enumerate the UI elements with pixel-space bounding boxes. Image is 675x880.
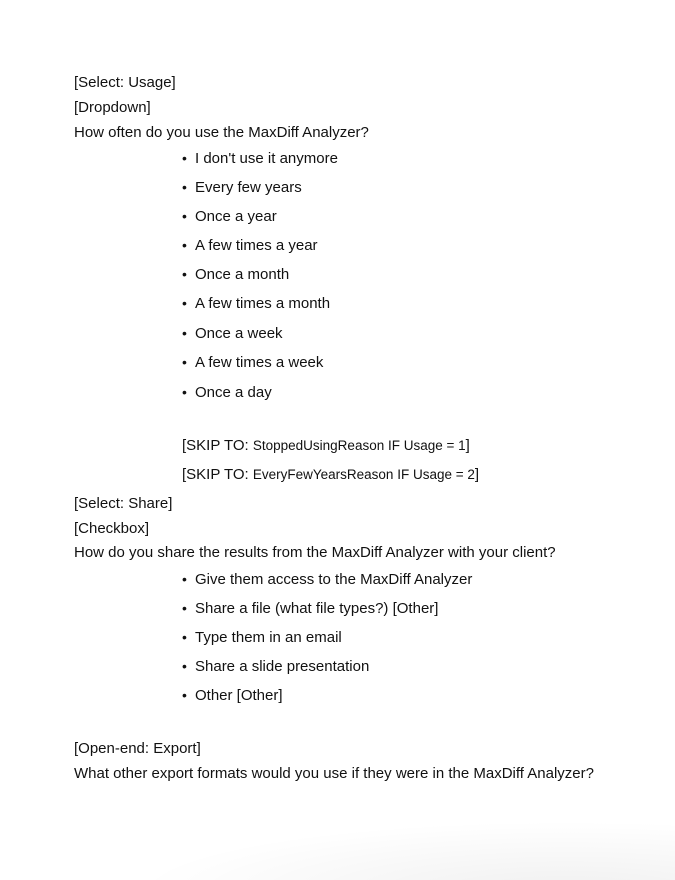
bullet-icon: •: [182, 571, 187, 587]
list-item: • Once a day: [182, 384, 272, 401]
export-tag: [Open-end: Export]: [74, 740, 201, 757]
list-item: • Share a slide presentation: [182, 658, 370, 675]
list-item: • Every few years: [182, 179, 302, 196]
list-item: • Once a month: [182, 266, 290, 283]
list-item: • Give them access to the MaxDiff Analyzer: [182, 571, 473, 588]
bullet-icon: •: [182, 237, 187, 253]
skip-logic-1: [SKIP TO: StoppedUsingReason IF Usage = 1]: [182, 437, 470, 454]
bullet-icon: •: [182, 179, 187, 195]
share-select-tag: [Select: Share]: [74, 495, 173, 512]
list-item: • Once a year: [182, 208, 277, 225]
bullet-icon: •: [182, 325, 187, 341]
list-item: • A few times a week: [182, 354, 324, 371]
list-item: • Type them in an email: [182, 629, 342, 646]
usage-select-tag: [Select: Usage]: [74, 74, 176, 91]
bullet-icon: •: [182, 295, 187, 311]
bullet-icon: •: [182, 384, 187, 400]
share-question: How do you share the results from the MaxDiff Analyzer with your client?: [74, 544, 556, 561]
bullet-icon: •: [182, 600, 187, 616]
share-type-tag: [Checkbox]: [74, 520, 150, 537]
bullet-icon: •: [182, 208, 187, 224]
export-question: What other export formats would you use if they were in the MaxDiff Analyzer?: [74, 765, 594, 782]
usage-type-tag: [Dropdown]: [74, 99, 151, 116]
list-item: • Other [Other]: [182, 687, 283, 704]
list-item: • A few times a year: [182, 237, 318, 254]
bullet-icon: •: [182, 354, 187, 370]
list-item: • Once a week: [182, 325, 283, 342]
usage-question: How often do you use the MaxDiff Analyzer?: [74, 124, 369, 141]
bullet-icon: •: [182, 150, 187, 166]
list-item: • I don't use it anymore: [182, 150, 338, 167]
bullet-icon: •: [182, 658, 187, 674]
list-item: • Share a file (what file types?) [Other]: [182, 600, 439, 617]
list-item: • A few times a month: [182, 295, 331, 312]
bullet-icon: •: [182, 687, 187, 703]
skip-logic-2: [SKIP TO: EveryFewYearsReason IF Usage = 2]: [182, 466, 480, 483]
page-shadow: [130, 820, 675, 880]
bullet-icon: •: [182, 266, 187, 282]
bullet-icon: •: [182, 629, 187, 645]
